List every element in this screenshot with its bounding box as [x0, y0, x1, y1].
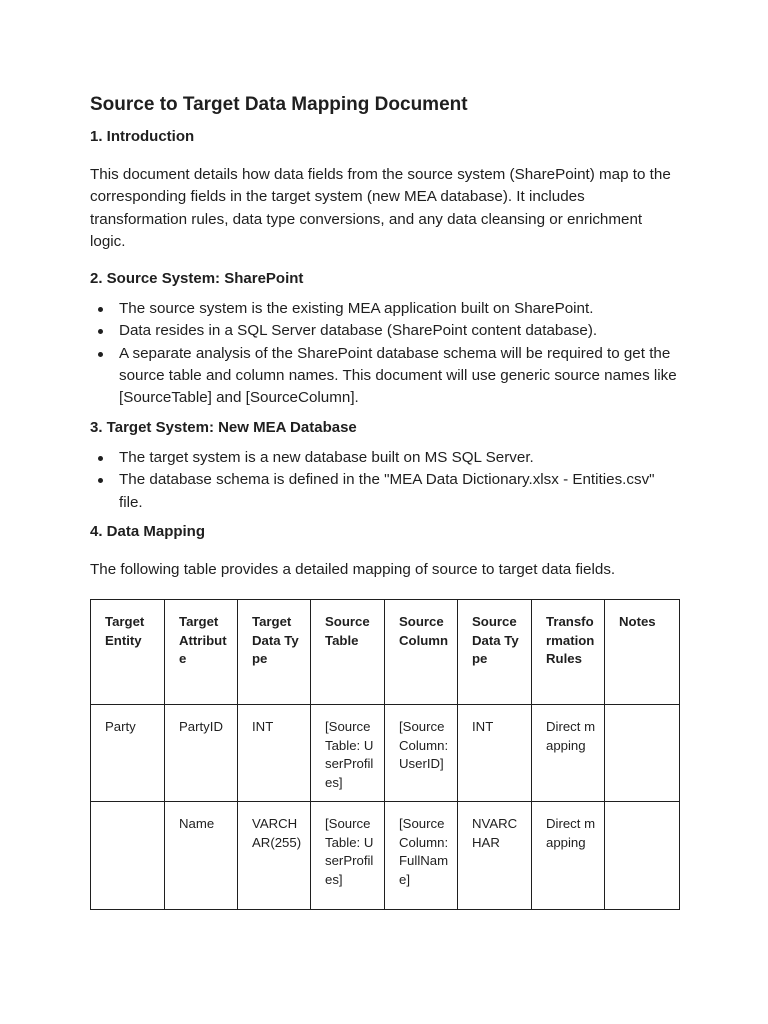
table-cell: VARCHAR(255): [238, 801, 311, 909]
column-header: Target Entity: [91, 600, 165, 705]
table-cell: INT: [458, 705, 532, 802]
mapping-table: [90, 599, 680, 910]
table-cell: [SourceTable: UserProfiles]: [311, 801, 385, 909]
introduction-heading: 1. Introduction: [90, 128, 195, 145]
table-cell: [605, 801, 680, 909]
table-cell: Party: [91, 705, 165, 802]
column-header: Target Attribute: [165, 600, 238, 705]
table-header-row: [91, 600, 680, 705]
table-cell: [91, 801, 165, 909]
column-header: Source Table: [311, 600, 385, 705]
column-header: Notes: [605, 600, 680, 705]
list-item: Data resides in a SQL Server database (SharePoint content database).: [90, 320, 680, 342]
list-item: A separate analysis of the SharePoint database schema will be required to get the source table and column names. This document will use generic source names like [SourceTable] and [SourceColumn].: [90, 343, 680, 410]
column-header: Transformation Rules: [532, 600, 605, 705]
table-cell: [SourceColumn: FullName]: [385, 801, 458, 909]
table-row: [91, 705, 680, 802]
list-item: The source system is the existing MEA application built on SharePoint.: [90, 298, 680, 320]
table-cell: PartyID: [165, 705, 238, 802]
table-cell: [SourceColumn: UserID]: [385, 705, 458, 802]
source-system-heading: 2. Source System: SharePoint: [90, 270, 304, 287]
column-header: Source Column: [385, 600, 458, 705]
table-cell: NVARCHAR: [458, 801, 532, 909]
introduction-paragraph: This document details how data fields from the source system (SharePoint) map to the corresponding fields in the target system (new MEA database). It includes transformation rules, data type conversions, and any data cleansing or enrichment logic.: [90, 166, 671, 250]
table-cell: [605, 705, 680, 802]
table-cell: Direct mapping: [532, 801, 605, 909]
data-mapping-heading: 4. Data Mapping: [90, 523, 206, 540]
source-system-list: [90, 298, 680, 409]
list-item: The target system is a new database built on MS SQL Server.: [90, 447, 680, 469]
list-item: The database schema is defined in the "MEA Data Dictionary.xlsx - Entities.csv" file.: [90, 469, 680, 514]
table-cell: [SourceTable: UserProfiles]: [311, 705, 385, 802]
column-header: Source Data Type: [458, 600, 532, 705]
target-system-list: [90, 447, 680, 514]
target-system-heading: 3. Target System: New MEA Database: [90, 419, 357, 436]
column-header: Target Data Type: [238, 600, 311, 705]
table-row: [91, 801, 680, 909]
table-cell: INT: [238, 705, 311, 802]
table-cell: Direct mapping: [532, 705, 605, 802]
data-mapping-paragraph: The following table provides a detailed mapping of source to target data fields.: [90, 561, 616, 578]
table-cell: Name: [165, 801, 238, 909]
document-title: Source to Target Data Mapping Document: [90, 94, 468, 115]
